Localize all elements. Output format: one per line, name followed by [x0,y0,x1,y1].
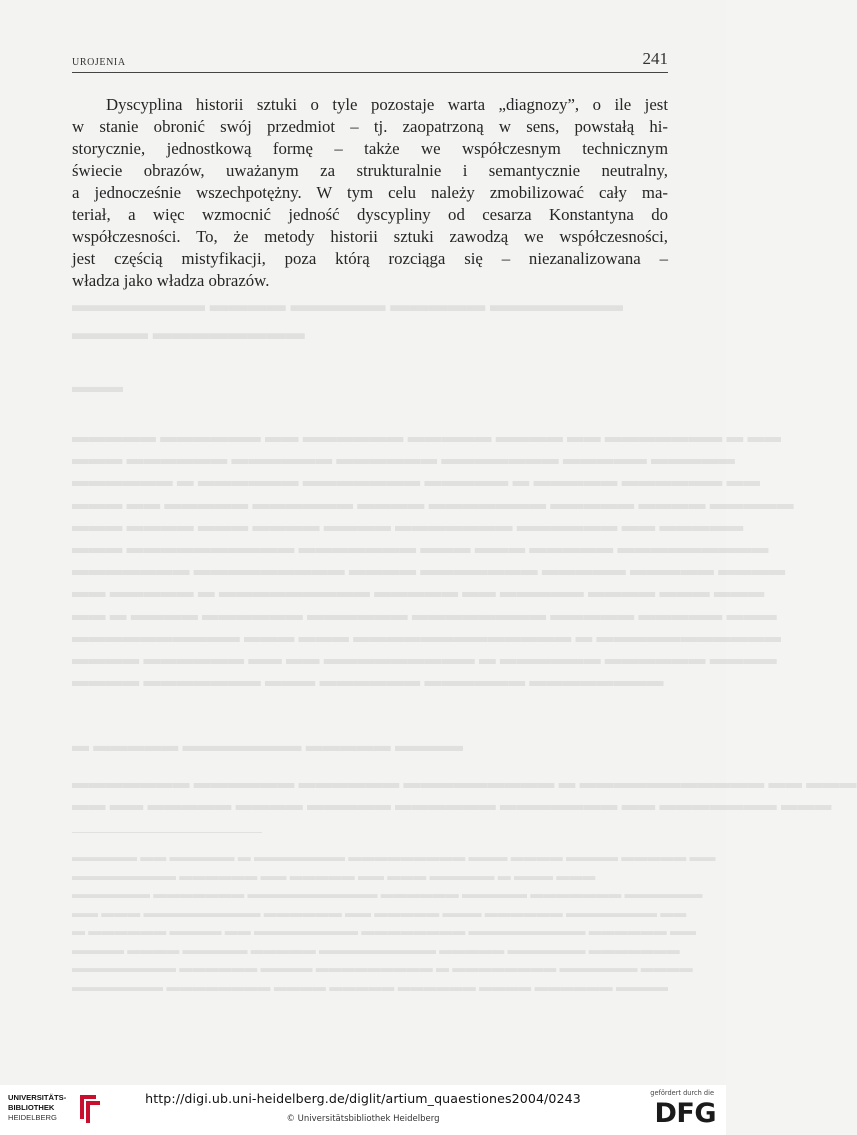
running-head-title: UROJENIA [72,57,126,68]
source-url-link[interactable]: http://digi.ub.uni-heidelberg.de/diglit/artium_quaestiones2004/0243 [145,1091,581,1106]
page-number: 241 [642,49,668,68]
library-logo-line: UNIVERSITÄTS- [8,1093,67,1102]
body-line: świecie obrazów, uważanym za strukturalnie i semantycznie neutralny, [72,161,668,180]
digitization-footer [0,1085,726,1135]
show-through-text: ▬▬▬▬▬ ▬▬▬▬▬▬ ▬▬ ▬▬▬▬▬▬ ▬▬▬▬▬ ▬▬▬▬ ▬▬ ▬▬▬▬▬▬▬ ▬ ▬▬ ▬▬▬ ▬▬▬▬▬▬ ▬▬▬▬▬▬ ▬▬▬▬▬▬ ▬▬▬▬▬▬▬ ▬▬▬▬▬ ▬▬▬▬▬ ▬▬▬▬▬▬ ▬ ▬▬▬▬▬▬ ▬▬▬▬▬▬▬ ▬▬▬▬▬ ▬ ▬▬▬▬▬ ▬▬▬▬▬▬ ▬▬ ▬▬▬ ▬▬ ▬▬▬▬▬ ▬▬▬▬▬▬ ▬▬▬▬ ▬▬▬▬▬▬▬ ▬▬▬▬▬ ▬▬▬▬ ▬▬▬▬▬ ▬▬▬ ▬▬▬▬ ▬▬▬ ▬▬▬▬ ▬▬▬▬ ▬▬▬▬▬▬▬ ▬▬▬▬▬▬ ▬▬ ▬▬▬▬▬ ▬▬▬ ▬▬▬▬▬▬▬▬▬▬ ▬▬▬▬▬▬▬ ▬▬▬ ▬▬▬ ▬▬▬▬▬ ▬▬▬▬▬▬▬▬▬ ▬▬▬▬▬▬▬ ▬▬▬▬▬▬▬▬▬ ▬▬▬▬ ▬▬▬▬▬▬▬ ▬▬▬▬▬ ▬▬▬▬▬ ▬▬▬▬ ▬▬ ▬▬▬▬▬ ▬ ▬▬▬▬▬▬▬▬▬ ▬▬▬▬▬ ▬▬ ▬▬▬▬▬ ▬▬▬▬ ▬▬▬ ▬▬▬ ▬▬ ▬ ▬▬▬▬ ▬▬▬▬▬▬ ▬▬▬▬▬▬ ▬▬▬▬▬▬▬▬ ▬▬▬▬▬ ▬▬▬▬▬ ▬▬▬ ▬▬▬▬▬▬▬▬▬▬ ▬▬▬ ▬▬▬ ▬▬▬▬▬▬▬▬▬▬▬▬▬ ▬ ▬▬▬▬▬▬▬▬▬▬▬ ▬▬▬▬ ▬▬▬▬▬▬ ▬▬ ▬▬ ▬▬▬▬▬▬▬▬▬ ▬ ▬▬▬▬▬▬ ▬▬▬▬▬▬ ▬▬▬▬ ▬▬▬▬ ▬▬▬▬▬▬▬ ▬▬▬ ▬▬▬▬▬▬ ▬▬▬▬▬▬ ▬▬▬▬▬▬▬▬ [72,427,794,691]
body-paragraph [72,94,668,292]
body-line: teriał, a więc wzmocnić jedność dyscypliny od cesarza Konstantyna do [72,205,668,224]
show-through-footnote-rule [72,832,262,833]
show-through-section: ▬ ▬▬▬▬▬ ▬▬▬▬▬▬▬ ▬▬▬▬▬ ▬▬▬▬ [72,736,463,755]
body-line: storycznie, jednostkową formę – także we współczesnym technicznym [72,139,668,158]
funded-by-label: gefördert durch die [650,1089,714,1097]
show-through-text: ▬▬▬▬▬▬▬ ▬▬▬▬▬▬ ▬▬▬▬▬▬ ▬▬▬▬▬▬▬▬▬ ▬ ▬▬▬▬▬▬▬▬▬▬▬ ▬▬ ▬▬▬ ▬▬ ▬▬ ▬▬▬▬▬ ▬▬▬▬ ▬▬▬▬▬ ▬▬▬▬▬▬ ▬▬▬▬▬▬▬ ▬▬ ▬▬▬▬▬▬▬ ▬▬▬ [72,773,857,815]
body-line: w stanie obronić swój przedmiot – tj. zaopatrzoną w sens, powstałą hi- [72,117,668,136]
body-line: jest częścią mistyfikacji, poza którą rozciąga się – niezanalizowana – [72,249,668,268]
dfg-logo-mark: DFG [654,1098,716,1129]
show-through-section: ▬▬▬ [72,377,123,396]
body-line: współczesności. To, że metody historii sztuki zawodzą we współczesności, [72,227,668,246]
dfg-logo[interactable] [644,1089,716,1131]
running-head [72,50,668,73]
library-logo-line: HEIDELBERG [8,1113,57,1122]
show-through-footnotes: ▬▬▬▬▬ ▬▬ ▬▬▬▬▬ ▬ ▬▬▬▬▬▬▬ ▬▬▬▬▬▬▬▬▬ ▬▬▬ ▬▬▬▬ ▬▬▬▬ ▬▬▬▬▬ ▬▬ ▬▬▬▬▬▬▬▬ ▬▬▬▬▬▬ ▬▬ ▬▬▬▬▬ ▬▬ ▬▬▬ ▬▬▬▬▬ ▬ ▬▬▬ ▬▬▬ ▬▬▬▬▬▬ ▬▬▬▬▬▬▬ ▬▬▬▬▬▬▬▬▬▬ ▬▬▬▬▬▬ ▬▬▬▬▬ ▬▬▬▬▬▬▬ ▬▬▬▬▬▬ ▬▬ ▬▬▬ ▬▬▬▬▬▬▬▬▬ ▬▬▬▬▬▬ ▬▬ ▬▬▬▬▬ ▬▬▬ ▬▬▬▬▬▬ ▬▬▬▬▬▬▬ ▬▬ ▬ ▬▬▬▬▬▬ ▬▬▬▬ ▬▬ ▬▬▬▬▬▬▬▬ ▬▬▬▬▬▬▬▬ ▬▬▬▬▬▬▬▬▬ ▬▬▬▬▬▬ ▬▬ ▬▬▬▬ ▬▬▬▬ ▬▬▬▬▬ ▬▬▬▬▬ ▬▬▬▬▬▬▬▬▬ ▬▬▬▬▬ ▬▬▬▬▬▬ ▬▬▬▬▬▬▬ ▬▬▬▬▬▬▬▬ ▬▬▬▬▬▬ ▬▬▬▬ ▬▬▬▬▬▬▬▬▬ ▬ ▬▬▬▬▬▬▬▬ ▬▬▬▬▬▬ ▬▬▬▬ ▬▬▬▬▬▬▬ ▬▬▬▬▬▬▬▬ ▬▬▬▬ ▬▬▬▬▬ ▬▬▬▬▬▬ ▬▬▬▬ ▬▬▬▬▬▬ ▬▬▬▬ [72,849,716,994]
body-line: władza jako władza obrazów. [72,271,270,290]
body-line: Dyscyplina historii sztuki o tyle pozostaje warta „diagnozy”, o ile jest [106,95,668,114]
library-logo-line: BIBLIOTHEK [8,1103,55,1112]
copyright-notice: © Universitätsbibliothek Heidelberg [286,1114,440,1124]
body-line: a jednocześnie wszechpotężny. W tym celu należy zmobilizować cały ma- [72,183,668,202]
show-through-heading: ▬▬▬▬▬▬▬ ▬▬▬▬ ▬▬▬▬▬ ▬▬▬▬▬ ▬▬▬▬▬▬▬ ▬▬▬▬ ▬▬▬▬▬▬▬▬ [72,295,623,344]
